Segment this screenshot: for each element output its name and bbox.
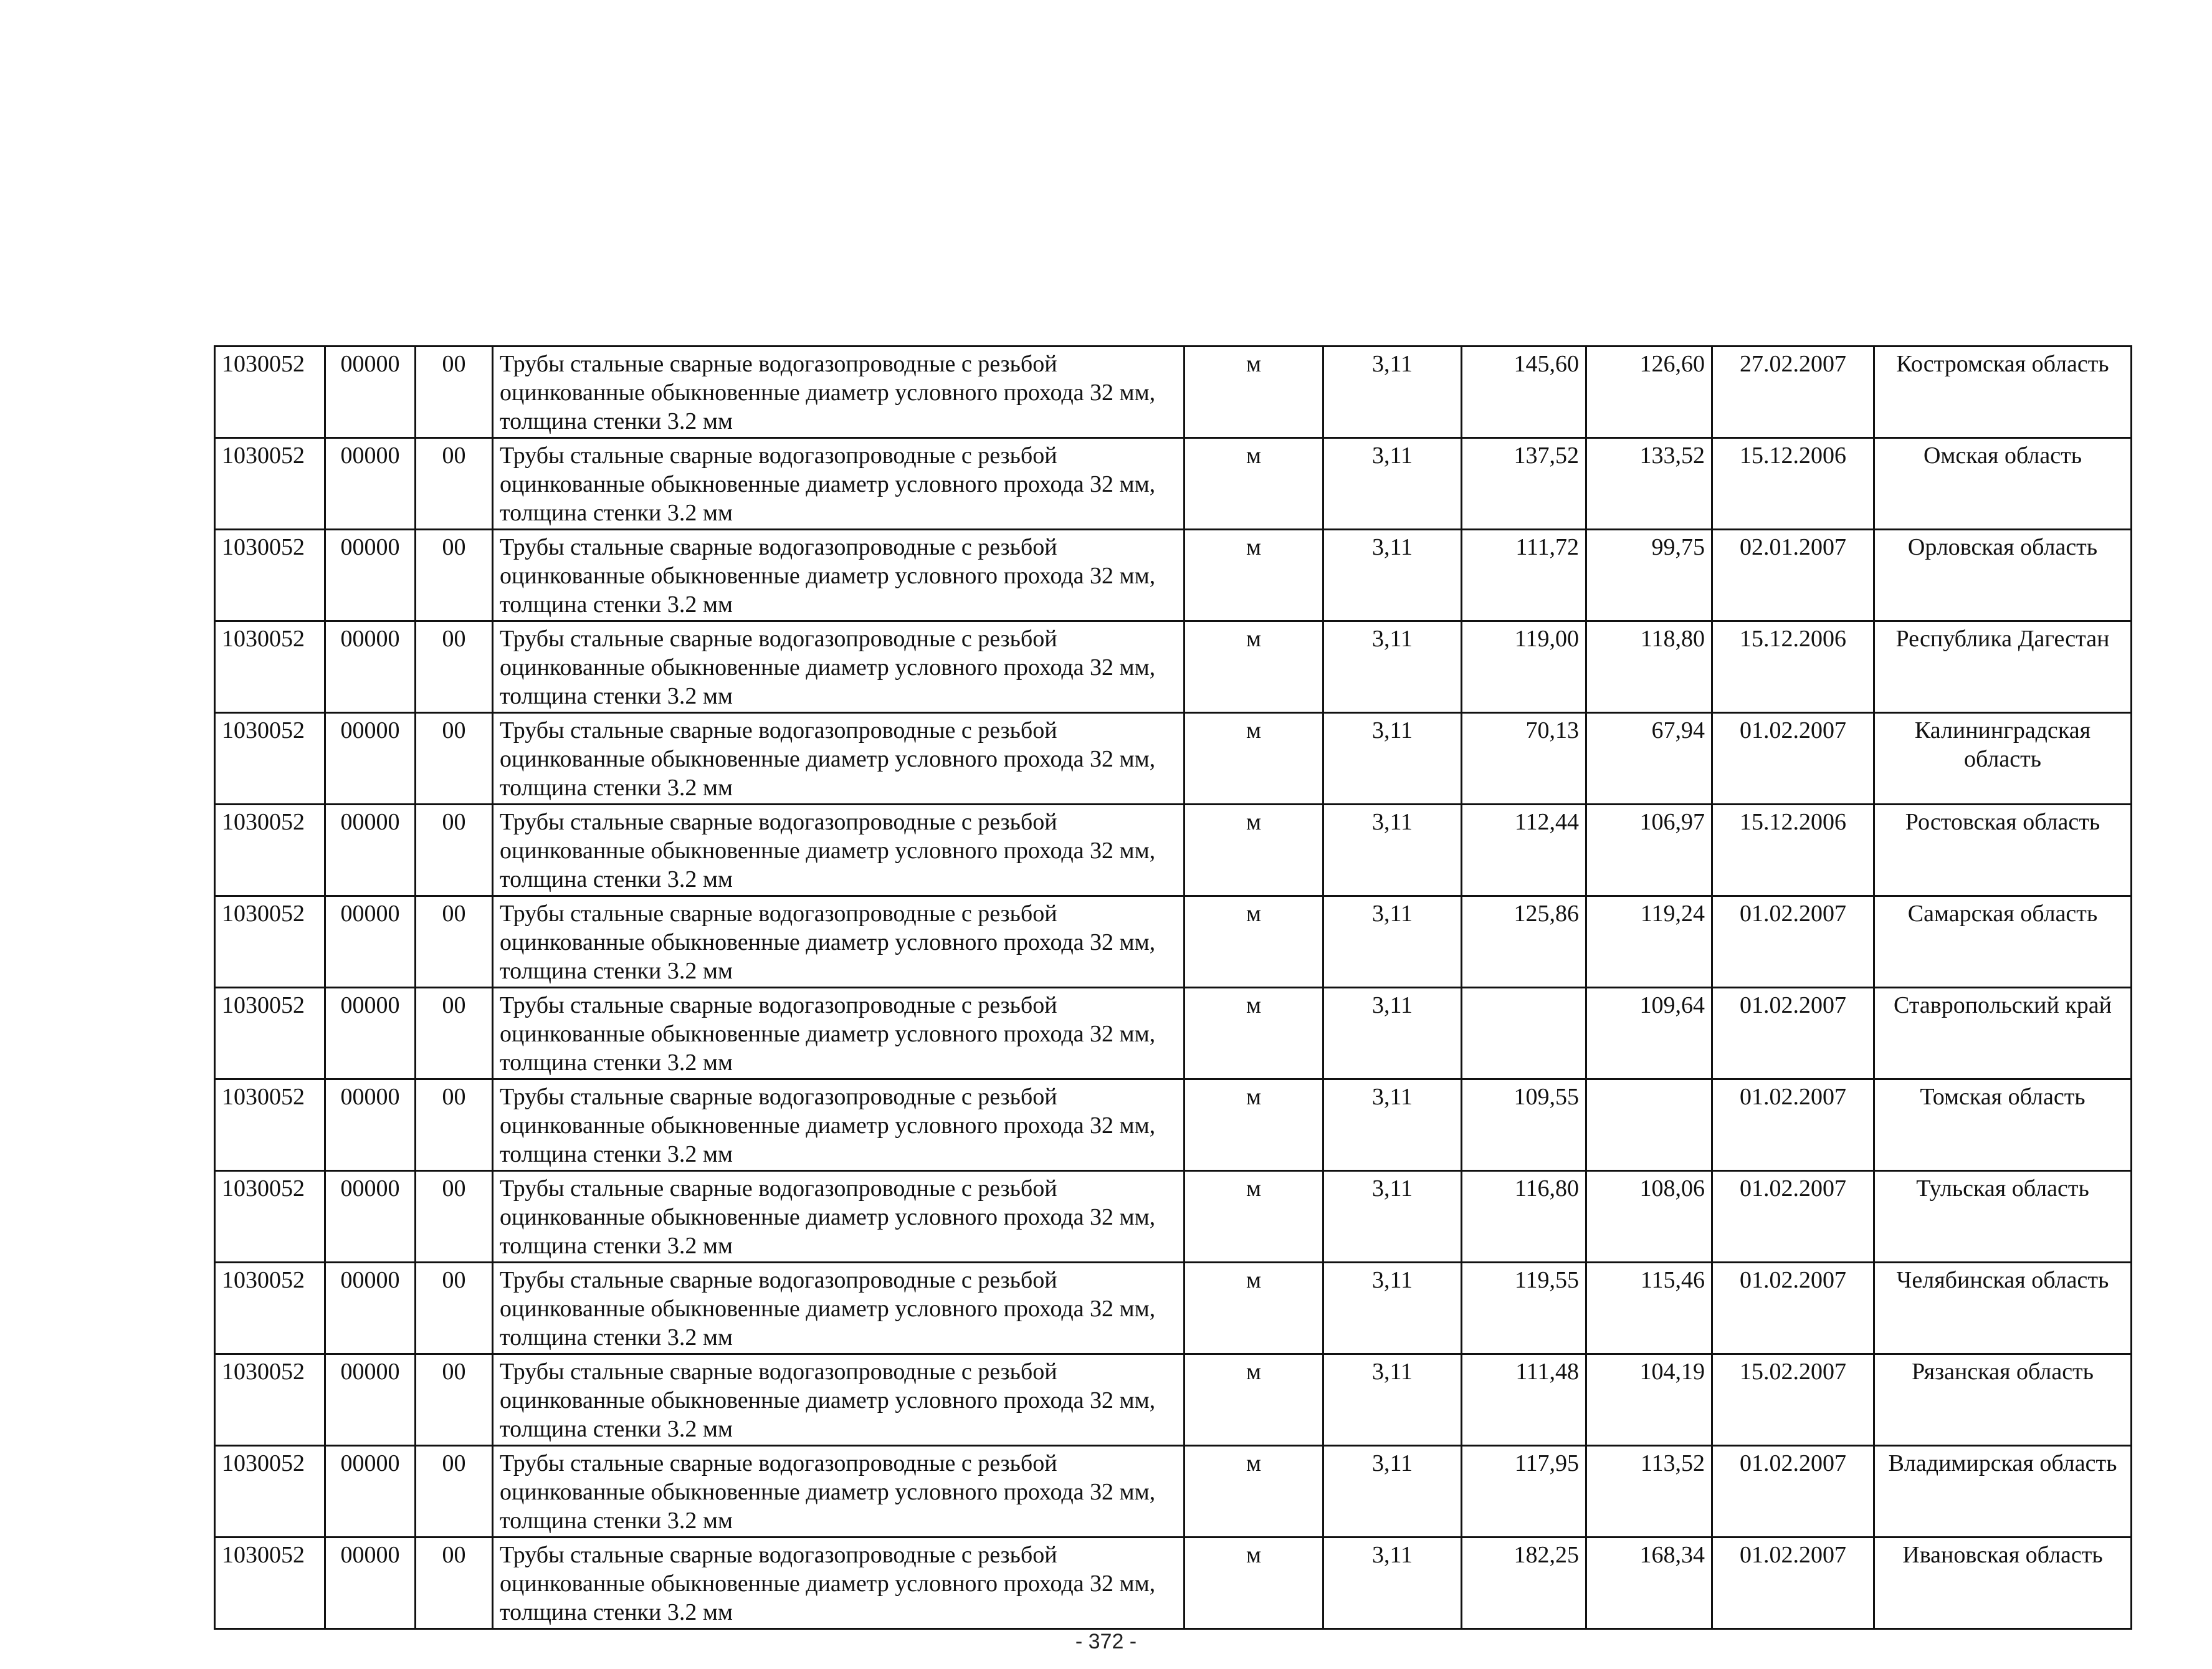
cell-price-1: 125,86 — [1462, 896, 1586, 988]
cell-unit: м — [1185, 1537, 1323, 1629]
cell-price-2: 106,97 — [1586, 805, 1712, 896]
cell-region: Ивановская область — [1874, 1537, 2132, 1629]
cell-unit: м — [1185, 621, 1323, 713]
cell-price-2: 118,80 — [1586, 621, 1712, 713]
cell-variant: 00 — [416, 713, 493, 805]
cell-date: 01.02.2007 — [1712, 1537, 1874, 1629]
cell-date: 15.02.2007 — [1712, 1354, 1874, 1446]
cell-code: 1030052 — [215, 1446, 325, 1537]
table-row — [215, 896, 2132, 988]
cell-description: Трубы стальные сварные водогазопроводные с резьбой оцинкованные обыкновенные диаметр условного прохода 32 мм, толщина стенки 3.2 мм — [493, 713, 1185, 805]
cell-coefficient: 3,11 — [1323, 1171, 1462, 1263]
table-row — [215, 805, 2132, 896]
table-row — [215, 1537, 2132, 1629]
table-body — [215, 347, 2132, 1629]
cell-description: Трубы стальные сварные водогазопроводные с резьбой оцинкованные обыкновенные диаметр условного прохода 32 мм, толщина стенки 3.2 мм — [493, 805, 1185, 896]
cell-subcode: 00000 — [325, 896, 416, 988]
cell-code: 1030052 — [215, 438, 325, 530]
cell-date: 02.01.2007 — [1712, 530, 1874, 621]
cell-date: 01.02.2007 — [1712, 713, 1874, 805]
cell-price-2: 67,94 — [1586, 713, 1712, 805]
cell-subcode: 00000 — [325, 805, 416, 896]
cell-description: Трубы стальные сварные водогазопроводные с резьбой оцинкованные обыкновенные диаметр условного прохода 32 мм, толщина стенки 3.2 мм — [493, 1446, 1185, 1537]
cell-code: 1030052 — [215, 1263, 325, 1354]
cell-subcode: 00000 — [325, 530, 416, 621]
cell-date: 01.02.2007 — [1712, 988, 1874, 1079]
cell-date: 15.12.2006 — [1712, 621, 1874, 713]
cell-date: 27.02.2007 — [1712, 347, 1874, 438]
cell-code: 1030052 — [215, 621, 325, 713]
cell-variant: 00 — [416, 1171, 493, 1263]
cell-coefficient: 3,11 — [1323, 347, 1462, 438]
cell-price-2: 99,75 — [1586, 530, 1712, 621]
cell-coefficient: 3,11 — [1323, 1079, 1462, 1171]
price-table — [214, 345, 2132, 1630]
cell-coefficient: 3,11 — [1323, 530, 1462, 621]
cell-price-2: 113,52 — [1586, 1446, 1712, 1537]
cell-description: Трубы стальные сварные водогазопроводные с резьбой оцинкованные обыкновенные диаметр условного прохода 32 мм, толщина стенки 3.2 мм — [493, 438, 1185, 530]
cell-coefficient: 3,11 — [1323, 621, 1462, 713]
cell-subcode: 00000 — [325, 347, 416, 438]
cell-code: 1030052 — [215, 1171, 325, 1263]
cell-code: 1030052 — [215, 1354, 325, 1446]
cell-variant: 00 — [416, 988, 493, 1079]
cell-unit: м — [1185, 805, 1323, 896]
cell-variant: 00 — [416, 805, 493, 896]
cell-coefficient: 3,11 — [1323, 1446, 1462, 1537]
cell-unit: м — [1185, 438, 1323, 530]
table-row — [215, 347, 2132, 438]
cell-price-1: 109,55 — [1462, 1079, 1586, 1171]
cell-price-1: 116,80 — [1462, 1171, 1586, 1263]
cell-variant: 00 — [416, 1079, 493, 1171]
table-row — [215, 1263, 2132, 1354]
cell-region: Владимирская область — [1874, 1446, 2132, 1537]
cell-variant: 00 — [416, 438, 493, 530]
cell-price-1: 182,25 — [1462, 1537, 1586, 1629]
cell-region: Самарская область — [1874, 896, 2132, 988]
cell-subcode: 00000 — [325, 713, 416, 805]
cell-price-2: 109,64 — [1586, 988, 1712, 1079]
table-row — [215, 621, 2132, 713]
cell-price-2: 115,46 — [1586, 1263, 1712, 1354]
cell-unit: м — [1185, 1079, 1323, 1171]
cell-code: 1030052 — [215, 347, 325, 438]
cell-subcode: 00000 — [325, 1537, 416, 1629]
cell-region: Рязанская область — [1874, 1354, 2132, 1446]
cell-unit: м — [1185, 1171, 1323, 1263]
cell-subcode: 00000 — [325, 1263, 416, 1354]
cell-description: Трубы стальные сварные водогазопроводные с резьбой оцинкованные обыкновенные диаметр условного прохода 32 мм, толщина стенки 3.2 мм — [493, 530, 1185, 621]
cell-unit: м — [1185, 713, 1323, 805]
cell-price-1 — [1462, 988, 1586, 1079]
cell-code: 1030052 — [215, 988, 325, 1079]
cell-region: Ставропольский край — [1874, 988, 2132, 1079]
cell-variant: 00 — [416, 1263, 493, 1354]
cell-description: Трубы стальные сварные водогазопроводные с резьбой оцинкованные обыкновенные диаметр условного прохода 32 мм, толщина стенки 3.2 мм — [493, 1537, 1185, 1629]
cell-subcode: 00000 — [325, 1446, 416, 1537]
table-row — [215, 1446, 2132, 1537]
cell-region: Омская область — [1874, 438, 2132, 530]
cell-date: 01.02.2007 — [1712, 896, 1874, 988]
cell-code: 1030052 — [215, 713, 325, 805]
cell-description: Трубы стальные сварные водогазопроводные с резьбой оцинкованные обыкновенные диаметр условного прохода 32 мм, толщина стенки 3.2 мм — [493, 1079, 1185, 1171]
cell-coefficient: 3,11 — [1323, 805, 1462, 896]
table-row — [215, 1354, 2132, 1446]
cell-subcode: 00000 — [325, 1079, 416, 1171]
cell-price-1: 111,48 — [1462, 1354, 1586, 1446]
cell-region: Томская область — [1874, 1079, 2132, 1171]
cell-price-1: 145,60 — [1462, 347, 1586, 438]
cell-region: Республика Дагестан — [1874, 621, 2132, 713]
cell-coefficient: 3,11 — [1323, 1537, 1462, 1629]
cell-region: Тульская область — [1874, 1171, 2132, 1263]
cell-coefficient: 3,11 — [1323, 896, 1462, 988]
cell-code: 1030052 — [215, 530, 325, 621]
cell-subcode: 00000 — [325, 438, 416, 530]
cell-date: 15.12.2006 — [1712, 438, 1874, 530]
cell-region: Калининградская область — [1874, 713, 2132, 805]
cell-variant: 00 — [416, 347, 493, 438]
cell-price-2: 108,06 — [1586, 1171, 1712, 1263]
cell-price-1: 112,44 — [1462, 805, 1586, 896]
cell-price-1: 119,00 — [1462, 621, 1586, 713]
cell-price-1: 70,13 — [1462, 713, 1586, 805]
cell-region: Челябинская область — [1874, 1263, 2132, 1354]
cell-subcode: 00000 — [325, 621, 416, 713]
cell-variant: 00 — [416, 530, 493, 621]
cell-price-2: 126,60 — [1586, 347, 1712, 438]
cell-unit: м — [1185, 1263, 1323, 1354]
cell-price-2 — [1586, 1079, 1712, 1171]
cell-coefficient: 3,11 — [1323, 713, 1462, 805]
cell-price-2: 119,24 — [1586, 896, 1712, 988]
cell-region: Орловская область — [1874, 530, 2132, 621]
table-row — [215, 988, 2132, 1079]
cell-variant: 00 — [416, 621, 493, 713]
cell-coefficient: 3,11 — [1323, 988, 1462, 1079]
cell-date: 15.12.2006 — [1712, 805, 1874, 896]
table-row — [215, 1171, 2132, 1263]
cell-date: 01.02.2007 — [1712, 1446, 1874, 1537]
cell-description: Трубы стальные сварные водогазопроводные с резьбой оцинкованные обыкновенные диаметр условного прохода 32 мм, толщина стенки 3.2 мм — [493, 1171, 1185, 1263]
cell-code: 1030052 — [215, 805, 325, 896]
cell-date: 01.02.2007 — [1712, 1171, 1874, 1263]
cell-code: 1030052 — [215, 896, 325, 988]
cell-subcode: 00000 — [325, 988, 416, 1079]
cell-price-1: 117,95 — [1462, 1446, 1586, 1537]
table-row — [215, 1079, 2132, 1171]
cell-description: Трубы стальные сварные водогазопроводные с резьбой оцинкованные обыкновенные диаметр условного прохода 32 мм, толщина стенки 3.2 мм — [493, 1263, 1185, 1354]
table-row — [215, 530, 2132, 621]
cell-date: 01.02.2007 — [1712, 1079, 1874, 1171]
cell-variant: 00 — [416, 896, 493, 988]
cell-code: 1030052 — [215, 1079, 325, 1171]
table-row — [215, 713, 2132, 805]
cell-subcode: 00000 — [325, 1354, 416, 1446]
cell-description: Трубы стальные сварные водогазопроводные с резьбой оцинкованные обыкновенные диаметр условного прохода 32 мм, толщина стенки 3.2 мм — [493, 896, 1185, 988]
cell-price-1: 137,52 — [1462, 438, 1586, 530]
table-row — [215, 438, 2132, 530]
cell-description: Трубы стальные сварные водогазопроводные с резьбой оцинкованные обыкновенные диаметр условного прохода 32 мм, толщина стенки 3.2 мм — [493, 1354, 1185, 1446]
cell-coefficient: 3,11 — [1323, 1354, 1462, 1446]
cell-unit: м — [1185, 1446, 1323, 1537]
cell-coefficient: 3,11 — [1323, 438, 1462, 530]
page-number: - 372 - — [1075, 1630, 1137, 1653]
cell-region: Ростовская область — [1874, 805, 2132, 896]
cell-code: 1030052 — [215, 1537, 325, 1629]
cell-unit: м — [1185, 1354, 1323, 1446]
cell-region: Костромская область — [1874, 347, 2132, 438]
cell-variant: 00 — [416, 1354, 493, 1446]
cell-price-2: 104,19 — [1586, 1354, 1712, 1446]
cell-variant: 00 — [416, 1446, 493, 1537]
cell-unit: м — [1185, 988, 1323, 1079]
cell-price-1: 111,72 — [1462, 530, 1586, 621]
cell-description: Трубы стальные сварные водогазопроводные с резьбой оцинкованные обыкновенные диаметр условного прохода 32 мм, толщина стенки 3.2 мм — [493, 621, 1185, 713]
cell-price-2: 168,34 — [1586, 1537, 1712, 1629]
cell-subcode: 00000 — [325, 1171, 416, 1263]
cell-unit: м — [1185, 347, 1323, 438]
cell-unit: м — [1185, 896, 1323, 988]
cell-price-2: 133,52 — [1586, 438, 1712, 530]
cell-coefficient: 3,11 — [1323, 1263, 1462, 1354]
cell-variant: 00 — [416, 1537, 493, 1629]
cell-date: 01.02.2007 — [1712, 1263, 1874, 1354]
cell-price-1: 119,55 — [1462, 1263, 1586, 1354]
cell-description: Трубы стальные сварные водогазопроводные с резьбой оцинкованные обыкновенные диаметр условного прохода 32 мм, толщина стенки 3.2 мм — [493, 347, 1185, 438]
cell-description: Трубы стальные сварные водогазопроводные с резьбой оцинкованные обыкновенные диаметр условного прохода 32 мм, толщина стенки 3.2 мм — [493, 988, 1185, 1079]
cell-unit: м — [1185, 530, 1323, 621]
